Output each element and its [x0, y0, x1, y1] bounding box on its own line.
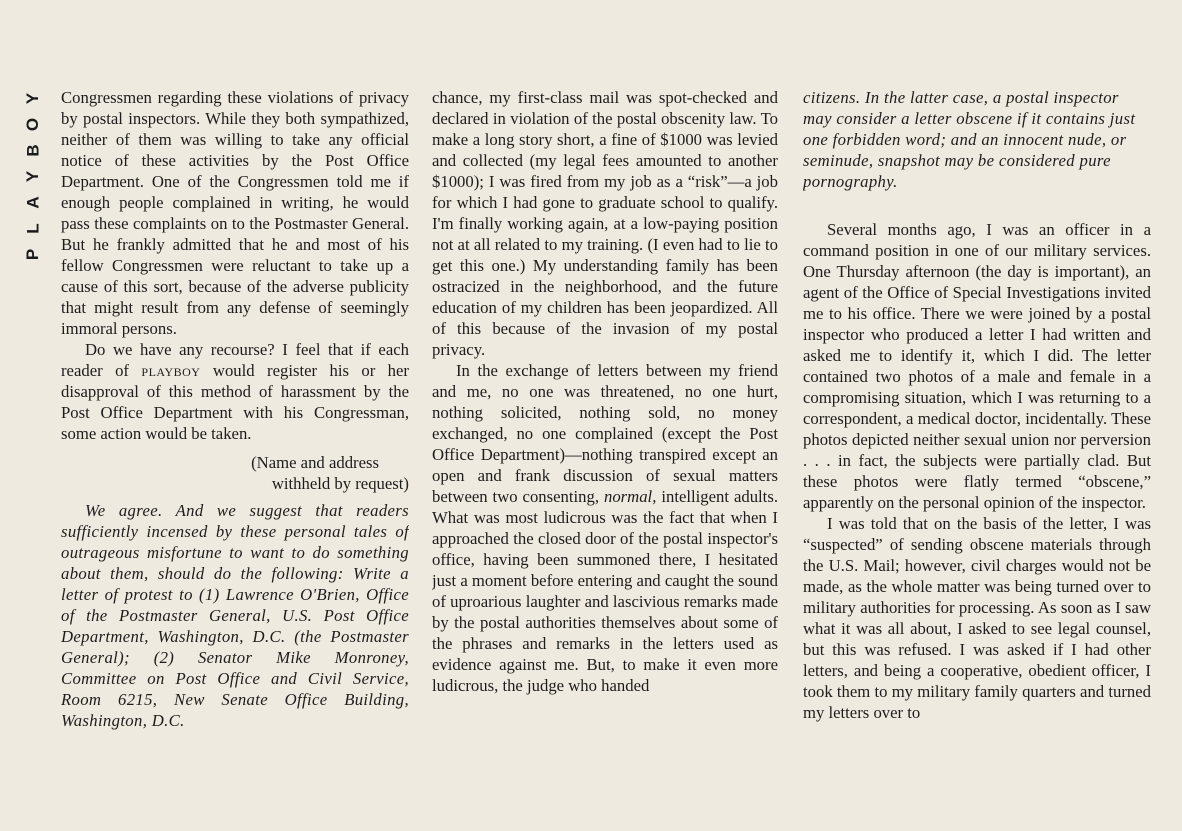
- emphasis: normal,: [603, 487, 657, 506]
- column-1: [61, 87, 409, 831]
- paragraph: In the exchange of letters between my friend and me, no one was threatened, no one hurt, nothing solicited, nothing sold, no money exchanged, no one complained (except the Post Office Department)—nothing transpired except an open and frank discussion of sexual matters between two consenting, normal, intelligent adults. What was most ludicrous was the fact that when I approached the closed door of the postal inspector's office, having been summoned there, I hesitated just a moment before entering and caught the sound of uproarious laughter and lascivious remarks made by the postal authorities themselves about some of the phrases and remarks in the letters used as evidence against me. But, to make it even more ludicrous, the judge who handed: [432, 361, 778, 695]
- paragraph: Several months ago, I was an officer in a command position in one of our military services. One Thursday afternoon (the day is important), an agent of the Office of Special Investigations invited me to his office. There we were joined by a postal inspector who produced a letter I had written and asked me to identify it, which I did. The letter contained two photos of a male and female in a compromising situation, which I was returning to a correspondent, a medical doctor, incidentally. These photos depicted neither sexual union nor perversion . . . in fact, the subjects were partially clad. But these photos were flatly termed “obscene,” apparently on the personal opinion of the inspector.: [803, 220, 1151, 512]
- masthead-letter: Y: [23, 170, 43, 183]
- magazine-name: playboy: [141, 361, 201, 380]
- masthead-letter: B: [23, 144, 43, 157]
- masthead-vertical: [22, 90, 44, 263]
- masthead-letter: O: [23, 117, 43, 132]
- signature-block: [61, 452, 409, 494]
- paragraph: Congressmen regarding these violations of privacy by postal inspectors. While they both sympathized, neither of them was willing to take any official notice of these activities by the Post Office Department. One of the Congressmen told me if enough people complained in writing, he would pass these complaints on to the Postmaster General. But he frankly admitted that he and most of his fellow Congressmen were reluctant to take up a cause of this sort, because of the adverse publicity that might result from any defense of seemingly immoral persons.: [61, 88, 409, 338]
- paragraph: Do we have any recourse? I feel that if each reader of playboy would register his or her disapproval of this method of harassment by the Post Office Department with his Congressman, some action would be taken.: [61, 340, 409, 443]
- paragraph: I was told that on the basis of the letter, I was “suspected” of sending obscene materials through the U.S. Mail; however, civil charges would not be made, as the whole matter was being turned over to military authorities for processing. As soon as I saw what it was all about, I asked to see legal counsel, but this was refused. I was asked if I had other letters, and being a cooperative, obedient officer, I took them to my military family quarters and turned my letters over to: [803, 514, 1151, 722]
- editor-reply: We agree. And we suggest that readers sufficiently incensed by these personal tales of outrageous misfortune to want to do something about them, should do the following: Write a letter of protest to (1) Lawrence O'Brien, Office of the Postmaster General, U.S. Post Office Department, Washington, D.C. (the Postmaster General); (2) Senator Mike Monroney, Committee on Post Office and Civil Service, Room 6215, New Senate Office Building, Washington, D.C.: [61, 501, 409, 730]
- masthead-letter: Y: [23, 92, 43, 105]
- column-2: [432, 87, 778, 831]
- masthead-letter: L: [23, 223, 43, 234]
- column-3: [803, 87, 1151, 831]
- masthead-letter: P: [23, 248, 43, 261]
- signature-line: withheld by request): [271, 474, 409, 493]
- signature-line: (Name and address: [251, 453, 379, 472]
- masthead-letter: A: [23, 196, 43, 209]
- paragraph: chance, my first-class mail was spot-checked and declared in violation of the postal obscenity law. To make a long story short, a fine of $1000 was levied and collected (my legal fees amounted to another $1000); I was fired from my job as a “risk”—a job for which I had gone to graduate school to qualify. I'm finally working again, at a low-paying position not at all related to my training. (I even had to lie to get this one.) My understanding family has been ostracized in the neighborhood, and the future education of my children has been jeopardized. All of this because of the invasion of my postal privacy.: [432, 88, 778, 359]
- editor-reply-continued: citizens. In the latter case, a postal inspector may consider a letter obscene if it contains just one forbidden word; and an innocent nude, or seminude, snapshot may be considered pure pornography.: [803, 88, 1136, 191]
